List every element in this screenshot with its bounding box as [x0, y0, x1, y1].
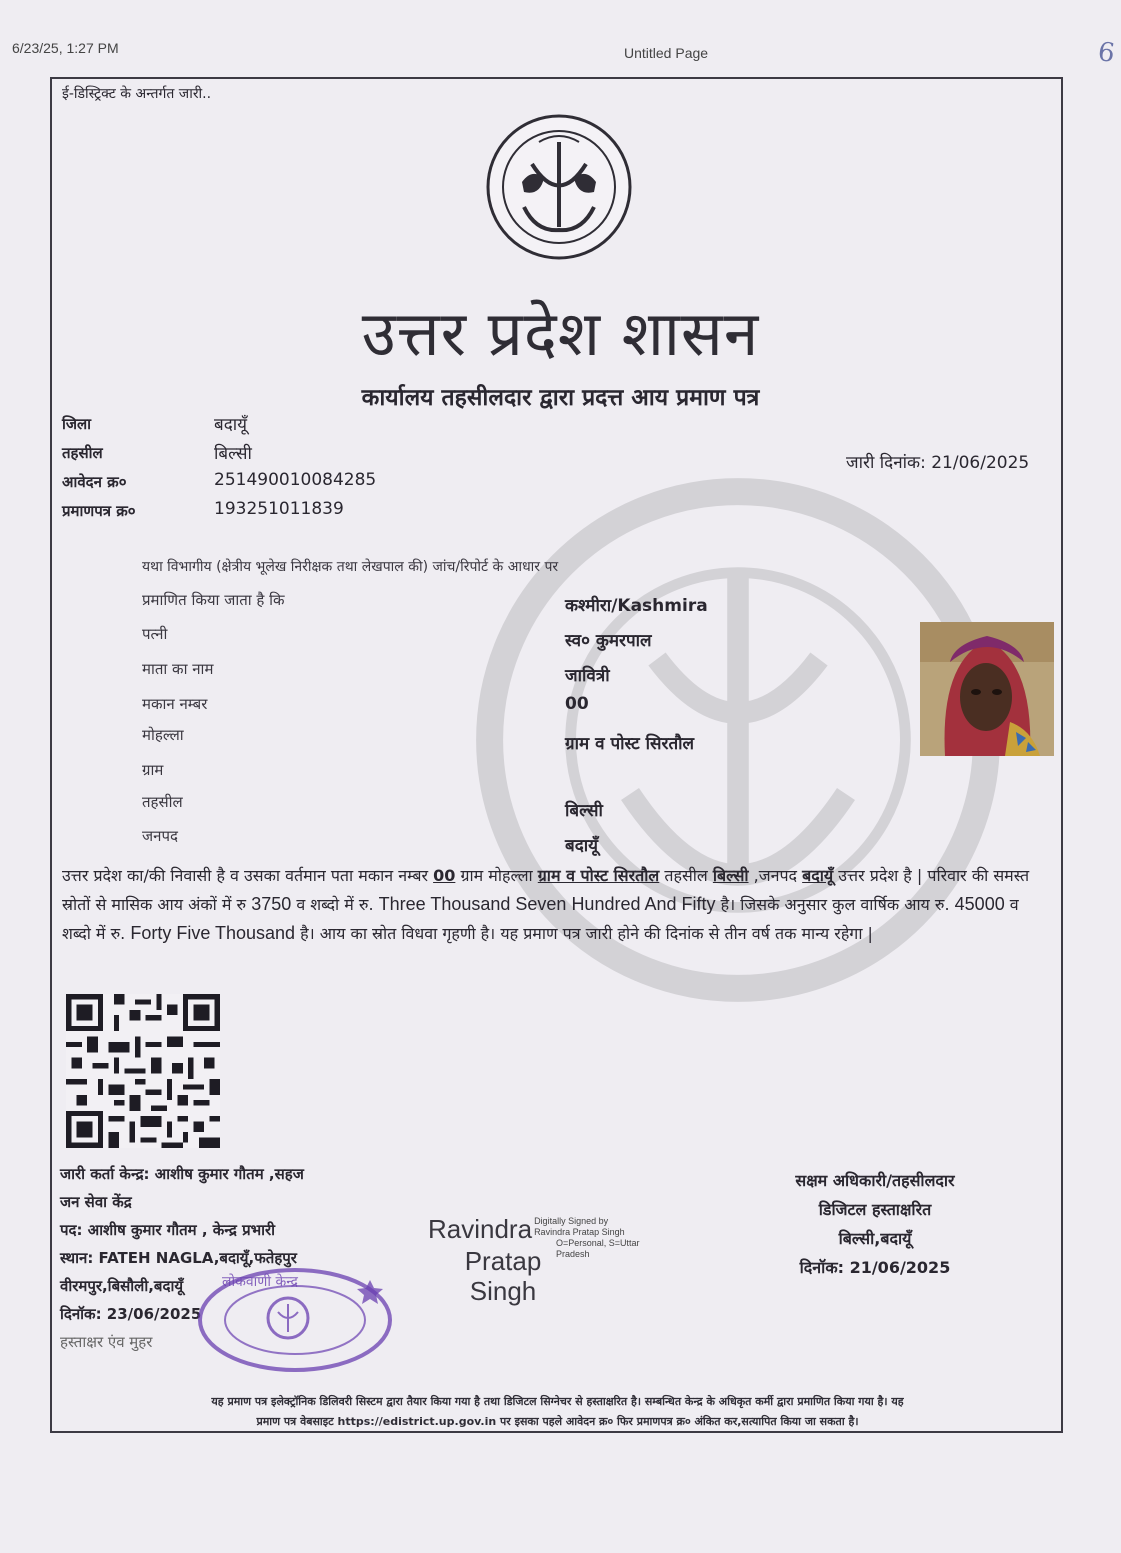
- issuer-post: पद: आशीष कुमार गौतम , केन्द्र प्रभारी: [60, 1221, 276, 1239]
- statement-text: तहसील: [659, 866, 713, 885]
- up-government-emblem-icon: [484, 112, 634, 262]
- statement-monthly-words: Three Thousand Seven Hundred And Fifty: [378, 894, 716, 914]
- government-title: उत्तर प्रदेश शासन: [361, 297, 760, 370]
- handwritten-page-mark: 6: [1095, 36, 1117, 70]
- meta-value-certificate-no: 193251011839: [214, 499, 344, 519]
- signature-and-seal-label: हस्ताक्षर एंव मुहर: [60, 1333, 153, 1351]
- qr-code-icon: [64, 994, 222, 1148]
- print-datetime: 6/23/25, 1:27 PM: [12, 40, 119, 56]
- statement-text: व शब्दो में रु.: [62, 895, 1019, 943]
- issue-date: जारी दिनांक: 21/06/2025: [846, 453, 1030, 473]
- statement-annual-words: Forty Five Thousand: [130, 923, 296, 943]
- field-label-mother: माता का नाम: [142, 660, 214, 678]
- field-label-house-no: मकान नम्बर: [142, 695, 208, 713]
- statement-text: है। जिसके अनुसार कुल वार्षिक आय रु.: [715, 895, 955, 914]
- statement-house-no: 00: [433, 866, 456, 885]
- field-label-wife-of: पत्नी: [142, 625, 168, 643]
- meta-label-certificate-no: प्रमाणपत्र क्र०: [62, 502, 136, 520]
- authority-place: बिल्सी,बदायूँ: [838, 1229, 912, 1248]
- meta-value-tehsil: बिल्सी: [214, 444, 252, 464]
- income-statement: [62, 861, 1052, 948]
- statement-text: उत्तर प्रदेश का/की निवासी है व उसका वर्तमान पता मकान नम्बर: [62, 866, 434, 885]
- statement-text: उत्तर प्रदेश है | परिवार की समस्त स्रोतों से मासिक आय अंकों में रु: [62, 866, 1030, 914]
- footer-line-1: यह प्रमाण पत्र इलेक्ट्रॉनिक डिलिवरी सिस्टम द्वारा तैयार किया गया है तथा डिजिटल सिग्नेचर से हस्ताक्षरित है। सम्बन्धित केन्द्र के अधिकृत कर्मी द्वारा प्रमाणित किया गया है। यह: [211, 1395, 904, 1408]
- signer-name-line2: Pratap: [464, 1246, 542, 1276]
- field-value-mother: जावित्री: [565, 666, 610, 686]
- field-value-house-no: 00: [565, 694, 589, 714]
- signature-note-line4: Pradesh: [556, 1249, 590, 1259]
- issued-under-text: ई-डिस्ट्रिक्ट के अन्तर्गत जारी..: [62, 86, 212, 102]
- meta-value-district: बदायूँ: [214, 415, 247, 435]
- statement-mohalla: ग्राम व पोस्ट सिरतौल: [537, 866, 660, 885]
- statement-annual-income: 45000: [954, 894, 1005, 914]
- field-label-village: ग्राम: [142, 761, 164, 779]
- applicant-photo: [920, 622, 1054, 756]
- issuer-place-line2: वीरमपुर,बिसौली,बदायूँ: [60, 1277, 184, 1295]
- issuer-date: दिनॉक: 23/06/2025: [60, 1305, 202, 1323]
- statement-text: ग्राम मोहल्ला: [455, 866, 538, 885]
- field-label-tehsil: तहसील: [142, 793, 183, 811]
- field-value-husband: स्व० कुमरपाल: [565, 631, 652, 651]
- authority-signed: डिजिटल हस्ताक्षरित: [818, 1200, 932, 1219]
- field-value-tehsil: बिल्सी: [565, 801, 603, 821]
- meta-value-application-no: 251490010084285: [214, 470, 377, 490]
- stamp-text: लोकवाणी केन्द्र: [222, 1274, 298, 1290]
- signature-note-line3: O=Personal, S=Uttar: [556, 1238, 640, 1248]
- field-label-mohalla: मोहल्ला: [142, 726, 184, 744]
- verification-footer: [60, 1392, 1055, 1432]
- issuer-center-type: जन सेवा केंद्र: [60, 1193, 132, 1211]
- authority-title: सक्षम अधिकारी/तहसीलदार: [795, 1171, 955, 1190]
- field-label-district: जनपद: [142, 827, 178, 845]
- statement-monthly-income: 3750: [251, 894, 292, 914]
- field-label-certified: प्रमाणित किया जाता है कि: [142, 591, 285, 609]
- statement-tehsil: बिल्सी: [712, 866, 749, 885]
- statement-text: ,जनपद: [748, 866, 803, 885]
- verification-intro: यथा विभागीय (क्षेत्रीय भूलेख निरीक्षक तथा लेखपाल की) जांच/रिपोर्ट के आधार पर: [142, 559, 559, 575]
- print-page-title: Untitled Page: [624, 45, 709, 61]
- field-value-district: बदायूँ: [565, 836, 598, 856]
- authority-date: दिनॉक: 21/06/2025: [799, 1258, 951, 1277]
- issuer-center: जारी कर्ता केन्द्र: आशीष कुमार गौतम ,सहज: [60, 1165, 304, 1183]
- certificate-title: कार्यालय तहसीलदार द्वारा प्रदत्त आय प्रमाण पत्र: [361, 384, 760, 411]
- statement-text: है। आय का स्रोत विधवा गृहणी है। यह प्रमाण पत्र जारी होने की दिनांक से तीन वर्ष तक मान्य रहेगा |: [295, 924, 873, 943]
- issuer-seal-stamp: [190, 1262, 400, 1377]
- statement-district: बदायूँ: [802, 866, 834, 885]
- signer-name-line1: Ravindra: [428, 1214, 533, 1244]
- footer-line-2: प्रमाण पत्र वेबसाइट https://edistrict.up.gov.in पर इसका पहले आवेदन क्र० फिर प्रमाणपत्र क्र० अंकित कर,सत्यापित किया जा सकता है।: [256, 1415, 859, 1428]
- statement-text: व शब्दो में रु.: [291, 895, 379, 914]
- signer-name-line3: Singh: [469, 1276, 537, 1306]
- field-value-name: कश्मीरा/Kashmira: [565, 596, 708, 616]
- signature-note-line2: Ravindra Pratap Singh: [534, 1227, 625, 1237]
- meta-label-application-no: आवेदन क्र०: [62, 473, 127, 491]
- issuer-place: स्थान: FATEH NAGLA,बदायूँ,फतेहपुर: [60, 1249, 297, 1267]
- meta-label-district: जिला: [62, 415, 92, 433]
- digital-signature: [428, 1214, 640, 1306]
- authority-details: [740, 1166, 1010, 1282]
- field-value-mohalla: ग्राम व पोस्ट सिरतौल: [565, 734, 695, 754]
- meta-label-tehsil: तहसील: [62, 444, 103, 462]
- signature-note-line1: Digitally Signed by: [534, 1216, 609, 1226]
